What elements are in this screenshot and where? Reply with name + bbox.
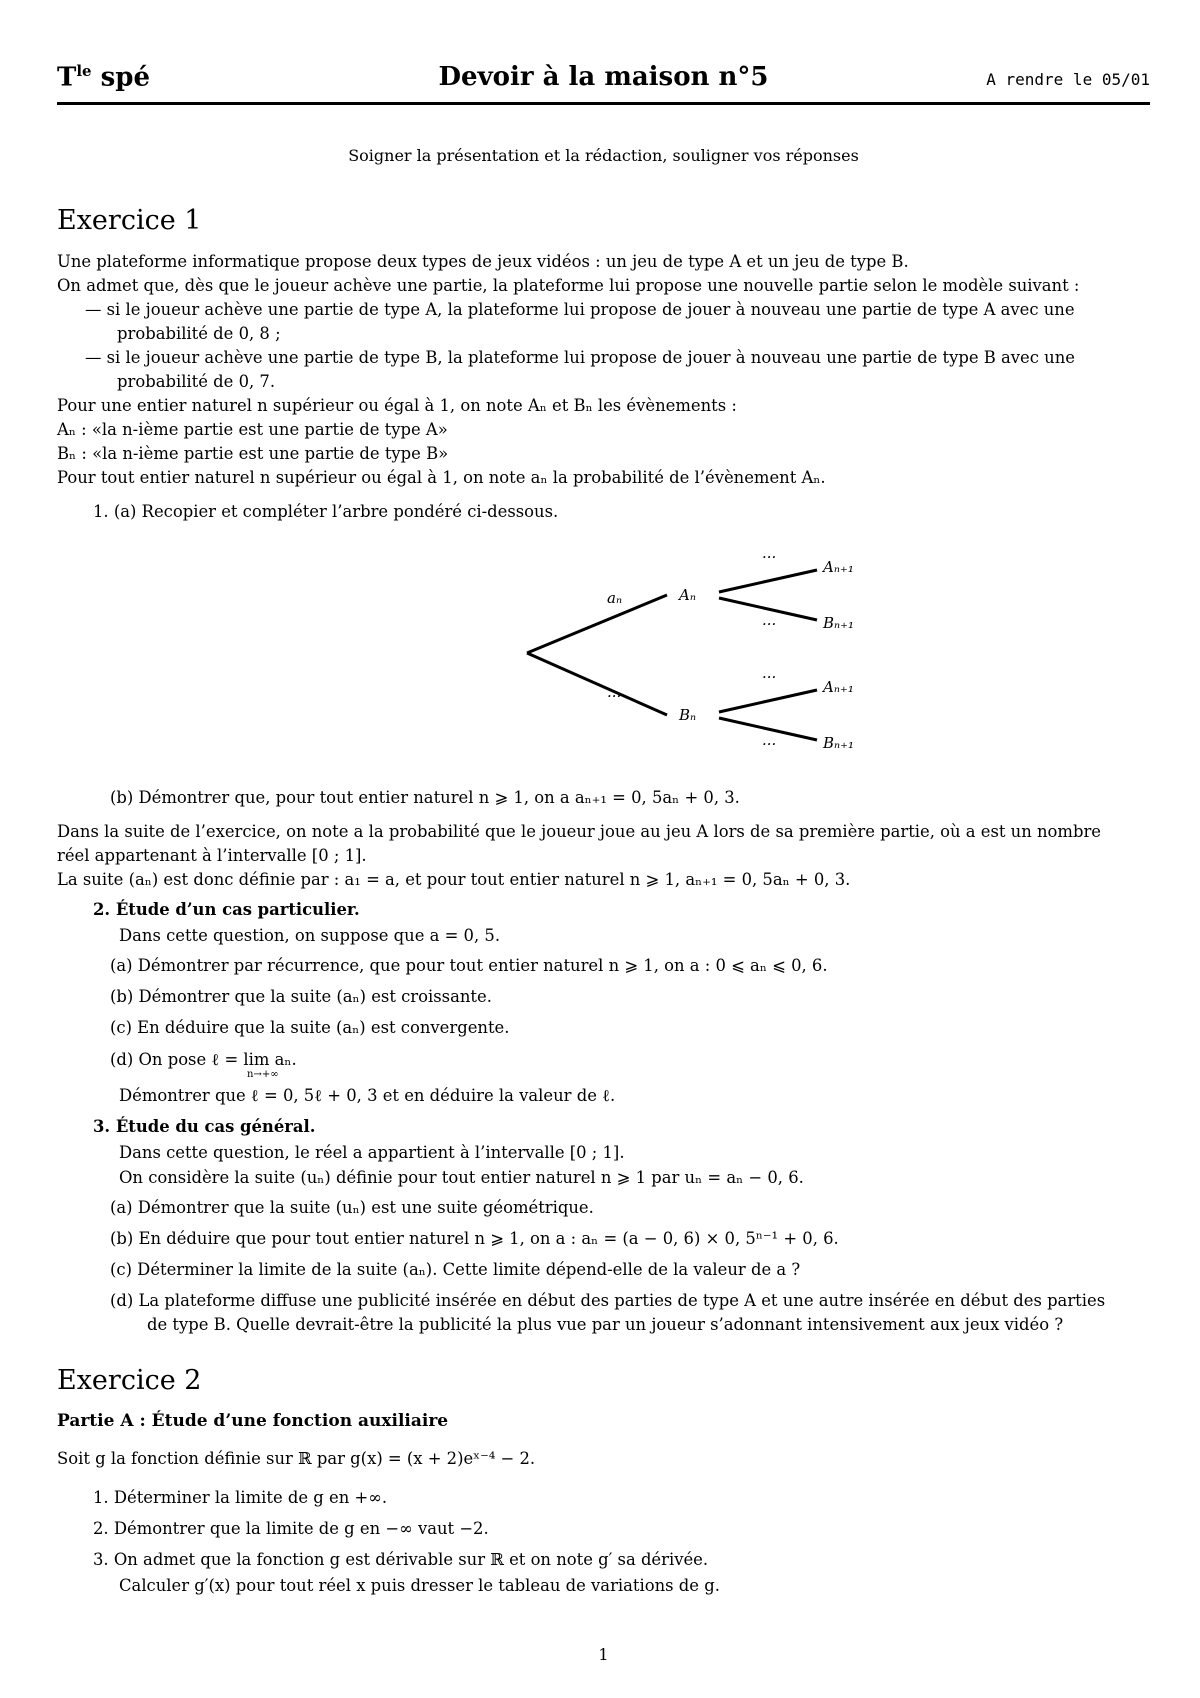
- text-line: Dans cette question, on suppose que a = 0, 5.: [119, 926, 501, 945]
- branch-aa: [719, 570, 817, 592]
- question-3a: (a) Démontrer que la suite (uₙ) est une suite géométrique.: [110, 1198, 594, 1217]
- text-line: probabilité de 0, 7.: [117, 372, 276, 391]
- subtitle: Soigner la présentation et la rédaction, souligner vos réponses: [348, 146, 859, 165]
- text-line: On considère la suite (uₙ) définie pour tout entier naturel n ⩾ 1 par uₙ = aₙ − 0, 6.: [119, 1168, 804, 1187]
- question-3b: (b) En déduire que pour tout entier naturel n ⩾ 1, on a : aₙ = (a − 0, 6) × 0, 5ⁿ⁻¹ + 0, 6.: [110, 1229, 839, 1248]
- page-number: 1: [598, 1645, 609, 1664]
- header-level: $T^{le}$ spé: [57, 62, 151, 93]
- header-due-date: A rendre le 05/01: [986, 70, 1150, 89]
- label-dots: ···: [607, 687, 622, 705]
- node-An: Aₙ: [679, 586, 696, 604]
- exercise-1-title: Exercice 1: [57, 205, 202, 236]
- branch-a: [527, 595, 667, 653]
- document-page: [57, 0, 1150, 1698]
- ex2-question-2: 2. Démontrer que la limite de g en −∞ vaut −2.: [93, 1519, 489, 1538]
- text-line: Soit g la fonction définie sur ℝ par g(x) = (x + 2)eˣ⁻⁴ − 2.: [57, 1449, 536, 1468]
- ex2-question-1: 1. Déterminer la limite de g en +∞.: [93, 1488, 388, 1507]
- list-item: — si le joueur achève une partie de type A, la plateforme lui propose de jouer à nouveau une partie de type A avec une: [85, 300, 1075, 319]
- question-2b: (b) Démontrer que la suite (aₙ) est croissante.: [110, 987, 492, 1006]
- node-Bn1: Bₙ₊₁: [823, 614, 855, 632]
- text-line: de type B. Quelle devrait-être la publicité la plus vue par un joueur s’adonnant intensivement aux jeux vidéo ?: [147, 1315, 1064, 1334]
- text-line: probabilité de 0, 8 ;: [117, 324, 281, 343]
- question-1a: 1. (a) Recopier et compléter l’arbre pondéré ci-dessous.: [93, 502, 559, 521]
- header: [57, 60, 1150, 105]
- text-line: réel appartenant à l’intervalle [0 ; 1].: [57, 846, 367, 865]
- text-line: La suite (aₙ) est donc définie par : a₁ = a, et pour tout entier naturel n ⩾ 1, aₙ₊₁ = 0, 5aₙ + 0, 3.: [57, 870, 851, 889]
- part-a-title: Partie A : Étude d’une fonction auxiliaire: [57, 1411, 449, 1431]
- label-an: aₙ: [607, 589, 623, 607]
- node-Bn1: Bₙ₊₁: [823, 734, 855, 752]
- text-line: Bₙ : «la n-ième partie est une partie de type B»: [57, 444, 449, 463]
- question-3-title: 3. Étude du cas général.: [93, 1117, 316, 1136]
- branch-ba: [719, 690, 817, 712]
- exercise-2-title: Exercice 2: [57, 1365, 202, 1396]
- question-2-title: 2. Étude d’un cas particulier.: [93, 900, 360, 919]
- question-1b: (b) Démontrer que, pour tout entier naturel n ⩾ 1, on a aₙ₊₁ = 0, 5aₙ + 0, 3.: [110, 788, 740, 807]
- label-dots: ···: [762, 548, 777, 566]
- ex2-question-3: 3. On admet que la fonction g est dérivable sur ℝ et on note g′ sa dérivée.: [93, 1550, 709, 1569]
- text-line: Dans la suite de l’exercice, on note a la probabilité que le joueur joue au jeu A lors de sa première partie, où a est un nombre: [57, 822, 1101, 841]
- label-dots: ···: [762, 735, 777, 753]
- node-An1: Aₙ₊₁: [823, 678, 854, 696]
- text-line: Pour une entier naturel n supérieur ou égal à 1, on note Aₙ et Bₙ les évènements :: [57, 396, 737, 415]
- list-item: — si le joueur achève une partie de type B, la plateforme lui propose de jouer à nouveau une partie de type B avec une: [85, 348, 1075, 367]
- question-2d: (d) On pose ℓ = lim aₙ.: [110, 1050, 297, 1069]
- node-An1: Aₙ₊₁: [823, 558, 854, 576]
- question-2a: (a) Démontrer par récurrence, que pour tout entier naturel n ⩾ 1, on a : 0 ⩽ aₙ ⩽ 0, 6.: [110, 956, 828, 975]
- text-line: On admet que, dès que le joueur achève une partie, la plateforme lui propose une nouvelle partie selon le modèle suivant :: [57, 276, 1080, 295]
- branch-b: [527, 653, 667, 715]
- question-3c: (c) Déterminer la limite de la suite (aₙ). Cette limite dépend-elle de la valeur de a ?: [110, 1260, 801, 1279]
- text-line: Pour tout entier naturel n supérieur ou égal à 1, on note aₙ la probabilité de l’évènement Aₙ.: [57, 468, 826, 487]
- probability-tree: [457, 540, 857, 760]
- node-Bn: Bₙ: [679, 706, 697, 724]
- question-3d: (d) La plateforme diffuse une publicité insérée en début des parties de type A et une autre insérée en début des parties: [110, 1291, 1106, 1310]
- header-title: Devoir à la maison n°5: [438, 62, 769, 92]
- label-dots: ···: [762, 615, 777, 633]
- text-line: Calculer g′(x) pour tout réel x puis dresser le tableau de variations de g.: [119, 1576, 720, 1595]
- text-line: Une plateforme informatique propose deux types de jeux vidéos : un jeu de type A et un jeu de type B.: [57, 252, 909, 271]
- text-line: Aₙ : «la n-ième partie est une partie de type A»: [57, 420, 448, 439]
- text-line: Dans cette question, le réel a appartient à l’intervalle [0 ; 1].: [119, 1143, 625, 1162]
- label-dots: ···: [762, 668, 777, 686]
- text-line: Démontrer que ℓ = 0, 5ℓ + 0, 3 et en déduire la valeur de ℓ.: [119, 1086, 616, 1105]
- question-2c: (c) En déduire que la suite (aₙ) est convergente.: [110, 1018, 510, 1037]
- limit-subscript: n→+∞: [247, 1069, 279, 1080]
